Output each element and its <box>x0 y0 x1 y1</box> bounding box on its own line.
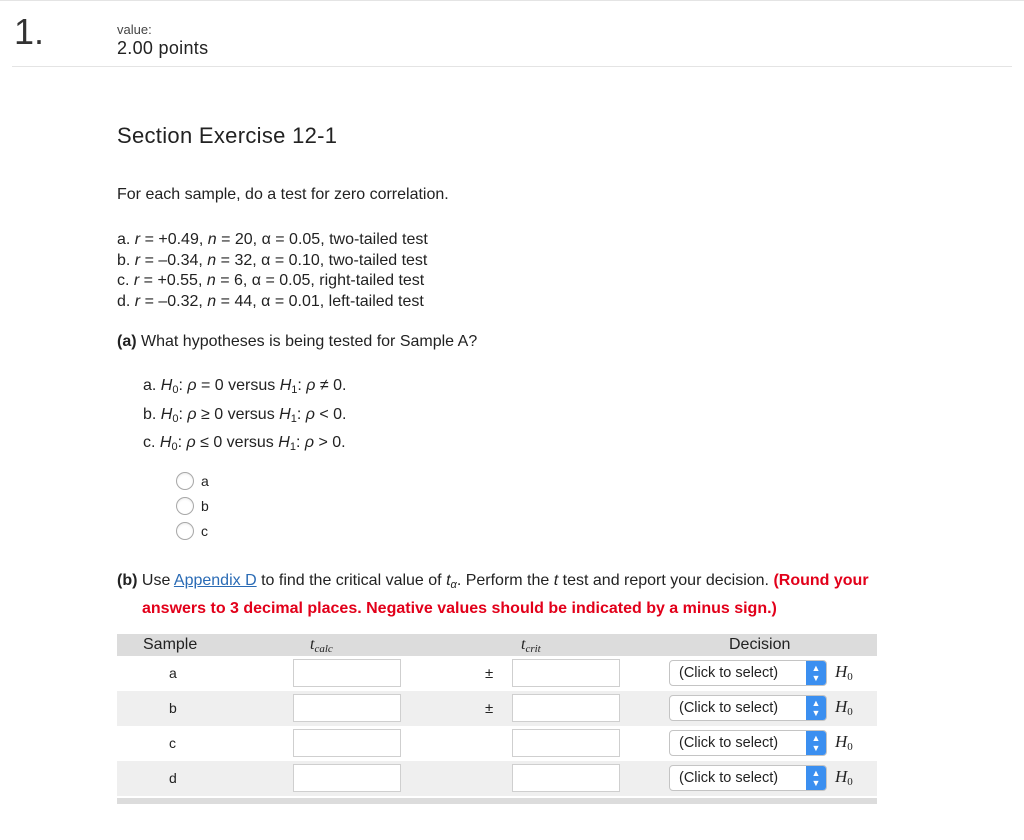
points-value: 2.00 points <box>117 38 209 58</box>
t-crit-input[interactable] <box>512 729 620 757</box>
hypothesis-options <box>143 374 346 460</box>
header-t-calc: $t_{calc}$ <box>310 636 333 655</box>
answer-table <box>117 634 877 804</box>
header-decision: Decision <box>729 636 791 653</box>
table-footer-bar <box>117 798 877 804</box>
select-arrows-icon: ▲ ▼ <box>806 661 826 685</box>
header-divider <box>12 66 1012 67</box>
question-number: 1. <box>14 11 45 52</box>
part-b-question: (b) Use Appendix D to find the critical value of $t_\alpha$. Perform the t test and report your decision. (Round your answers to 3 decimal places. Negative values should be indicated by a minus sign.) <box>117 572 869 617</box>
sample-item: b. r = –0.34, n = 32, α = 0.10, two-tailed test <box>117 251 428 269</box>
t-calc-input[interactable] <box>293 659 401 687</box>
table-row: d (Click to select) ▲ ▼ $H_0$ <box>117 761 877 796</box>
decision-select[interactable]: (Click to select) ▲ ▼ <box>669 730 827 756</box>
select-arrows-icon: ▲ ▼ <box>806 696 826 720</box>
radio-option-c[interactable]: c <box>176 518 209 543</box>
radio-option-a[interactable]: a <box>176 468 209 493</box>
sample-item: c. r = +0.55, n = 6, α = 0.05, right-tailed test <box>117 272 425 289</box>
sample-item: a. r = +0.49, n = 20, α = 0.05, two-tailed test <box>117 231 428 248</box>
header-sample: Sample <box>143 636 198 653</box>
table-row: b ± (Click to select) ▲ ▼ $H_0$ <box>117 691 877 726</box>
radio-button[interactable] <box>176 472 194 490</box>
part-a-question: (a) What hypotheses is being tested for Sample A? <box>117 333 478 350</box>
hypothesis-option: a. $H_0$: ρ = 0 versus $H_1$: ρ ≠ 0. <box>143 377 347 396</box>
t-crit-input[interactable] <box>512 659 620 687</box>
top-divider <box>0 0 1024 1</box>
decision-select[interactable]: (Click to select) ▲ ▼ <box>669 765 827 791</box>
select-arrows-icon: ▲ ▼ <box>806 766 826 790</box>
sample-list <box>117 230 428 312</box>
header-t-crit: $t_{crit}$ <box>521 636 541 655</box>
select-arrows-icon: ▲ ▼ <box>806 731 826 755</box>
intro-text: For each sample, do a test for zero correlation. <box>117 186 449 203</box>
t-crit-input[interactable] <box>512 764 620 792</box>
answer-radio-group <box>176 468 209 543</box>
radio-option-b[interactable]: b <box>176 493 209 518</box>
sample-item: d. r = –0.32, n = 44, α = 0.01, left-tailed test <box>117 292 424 310</box>
page-title: Section Exercise 12-1 <box>117 123 338 148</box>
hypothesis-option: c. $H_0$: ρ ≤ 0 versus $H_1$: ρ > 0. <box>143 434 346 453</box>
decision-select[interactable]: (Click to select) ▲ ▼ <box>669 695 827 721</box>
table-row: c (Click to select) ▲ ▼ $H_0$ <box>117 726 877 761</box>
t-crit-input[interactable] <box>512 694 620 722</box>
appendix-link[interactable]: Appendix D <box>173 572 257 589</box>
t-calc-input[interactable] <box>293 694 401 722</box>
table-header <box>117 634 877 656</box>
hypothesis-option: b. $H_0$: ρ ≥ 0 versus $H_1$: ρ < 0. <box>143 405 347 425</box>
value-label: value: <box>117 22 152 37</box>
t-calc-input[interactable] <box>293 764 401 792</box>
radio-button[interactable] <box>176 497 194 515</box>
t-calc-input[interactable] <box>293 729 401 757</box>
decision-select[interactable]: (Click to select) ▲ ▼ <box>669 660 827 686</box>
table-row: a ± (Click to select) ▲ ▼ $H_0$ <box>117 656 877 691</box>
radio-button[interactable] <box>176 522 194 540</box>
